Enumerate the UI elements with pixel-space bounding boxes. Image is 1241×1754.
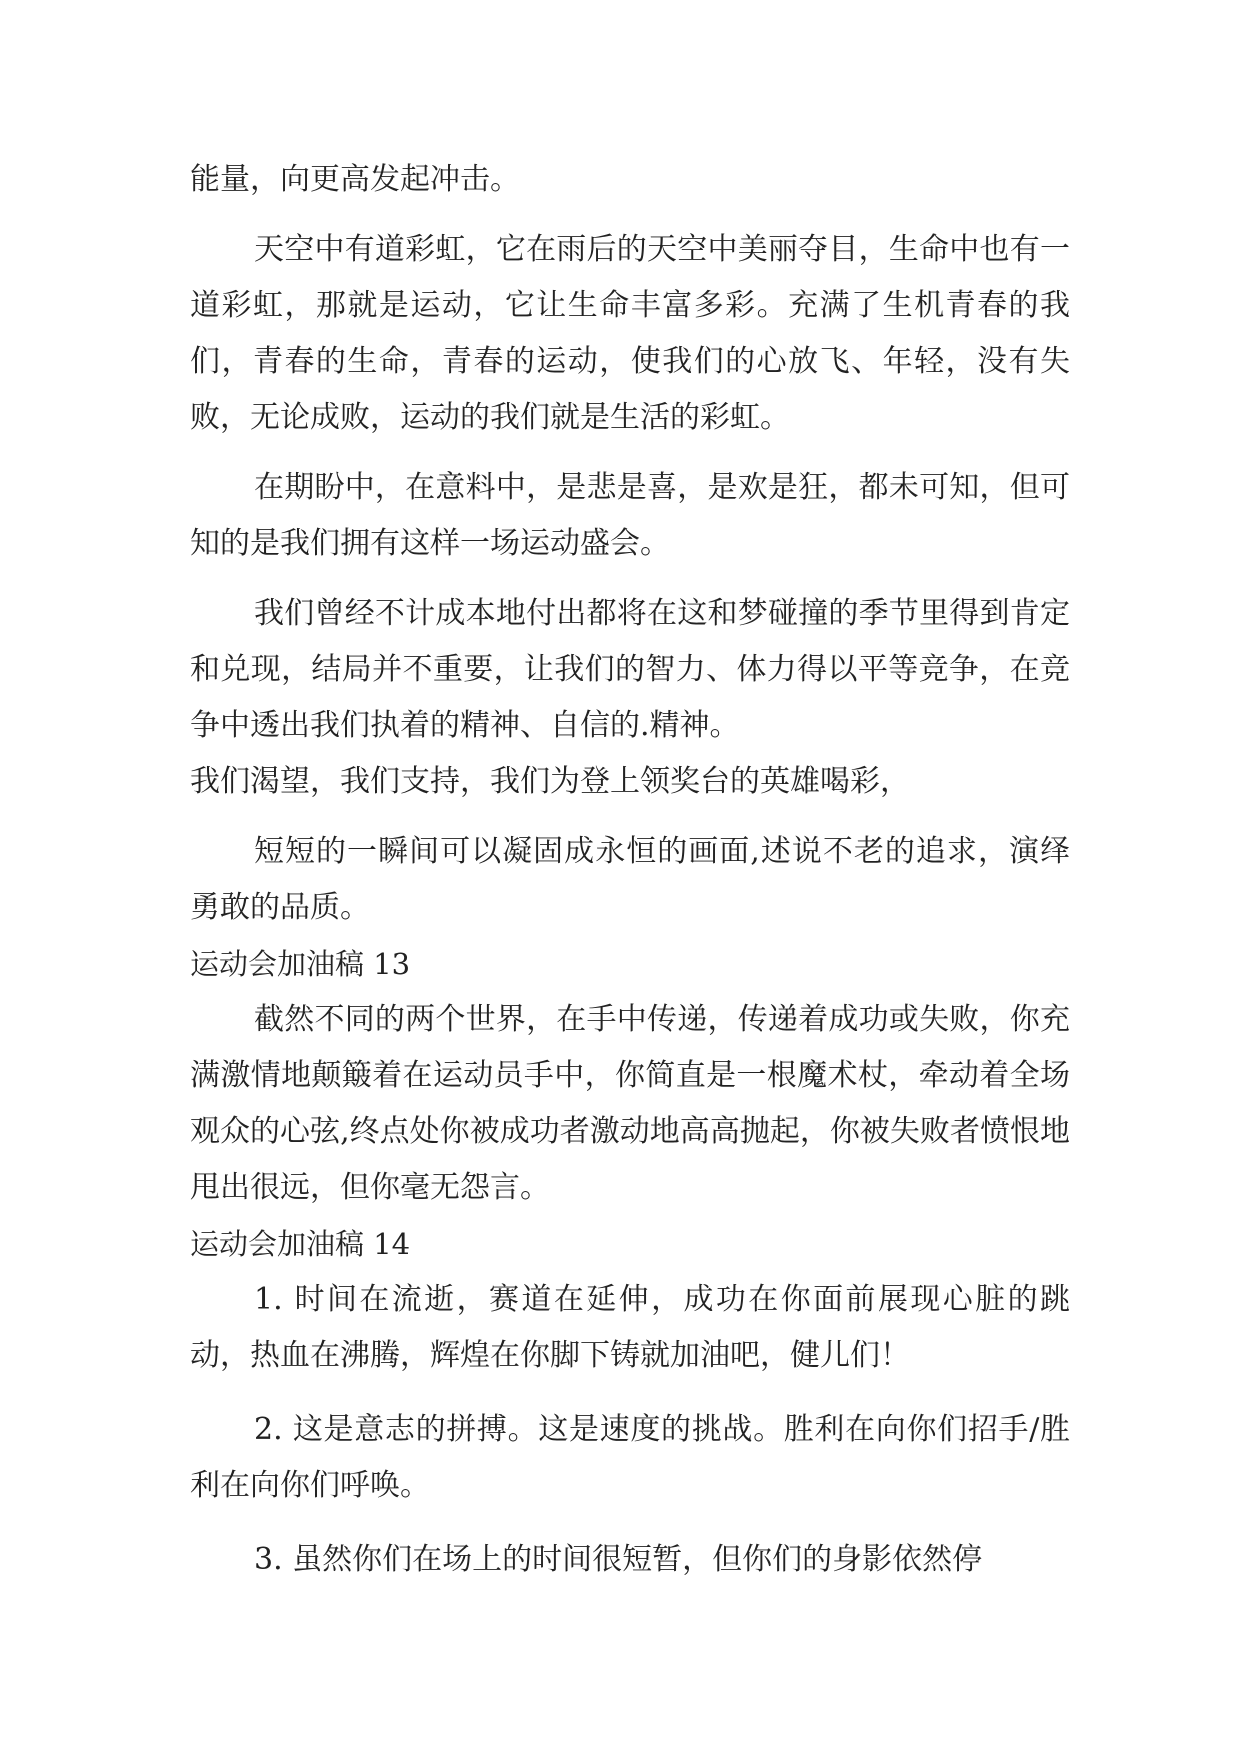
paragraph: 3. 虽然你们在场上的时间很短暂，但你们的身影依然停 <box>254 1542 983 1577</box>
paragraph: 我们曾经不计成本地付出都将在这和梦碰撞的季节里得到肯定和兑现，结局并不重要，让我们的智力、体力得以平等竞争，在竞争中透出我们执着的精神、自信的.精神。 <box>190 596 1070 743</box>
paragraph: 2. 这是意志的拼搏。这是速度的挑战。胜利在向你们招手/胜利在向你们呼唤。 <box>190 1412 1070 1503</box>
section-heading: 运动会加油稿 13 <box>190 947 411 981</box>
document-body <box>190 152 1070 1588</box>
paragraph: 我们渴望，我们支持，我们为登上领奖台的英雄喝彩， <box>190 764 910 799</box>
paragraph: 短短的一瞬间可以凝固成永恒的画面,述说不老的追求，演绎勇敢的品质。 <box>190 834 1070 925</box>
section-heading: 运动会加油稿 14 <box>190 1227 411 1261</box>
paragraph: 天空中有道彩虹，它在雨后的天空中美丽夺目，生命中也有一道彩虹，那就是运动，它让生命丰富多彩。充满了生机青春的我们，青春的生命，青春的运动，使我们的心放飞、年轻，没有失败，无论成败，运动的我们就是生活的彩虹。 <box>190 232 1070 435</box>
paragraph: 1. 时间在流逝，赛道在延伸，成功在你面前展现心脏的跳动，热血在沸腾，辉煌在你脚下铸就加油吧，健儿们！ <box>190 1282 1070 1373</box>
paragraph: 在期盼中，在意料中，是悲是喜，是欢是狂，都未可知，但可知的是我们拥有这样一场运动盛会。 <box>190 470 1070 561</box>
paragraph: 能量，向更高发起冲击。 <box>190 162 520 197</box>
paragraph: 截然不同的两个世界，在手中传递，传递着成功或失败，你充满激情地颠簸着在运动员手中，你简直是一根魔术杖，牵动着全场观众的心弦,终点处你被成功者激动地高高抛起，你被失败者愤恨地甩出很远，但你毫无怨言。 <box>190 1002 1070 1205</box>
